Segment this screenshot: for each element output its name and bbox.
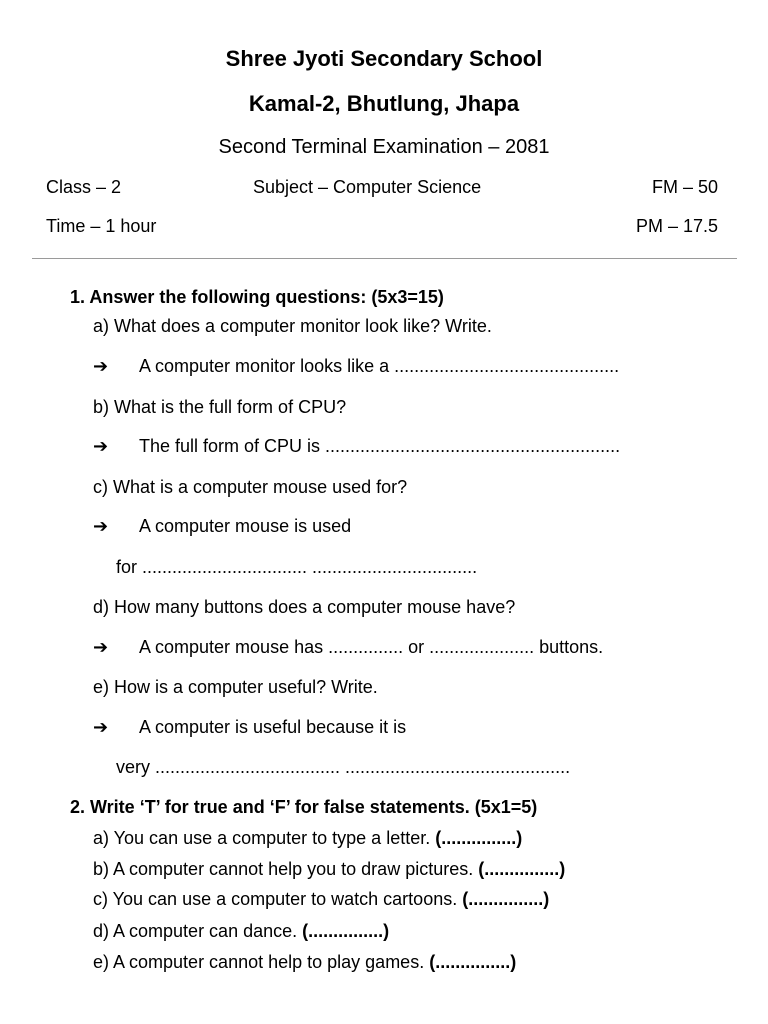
arrow-right-icon: ➔ bbox=[93, 356, 109, 376]
q1e-answer: A computer is useful because it is bbox=[139, 717, 407, 737]
q1a-answer: A computer monitor looks like a ............................................. bbox=[139, 356, 620, 376]
q1b-answer: The full form of CPU is ........................................................... bbox=[139, 436, 621, 456]
q2c-text: c) You can use a computer to watch cartoons. bbox=[93, 889, 458, 909]
pass-marks-label: PM – 17.5 bbox=[635, 216, 718, 236]
q2d-statement bbox=[93, 921, 389, 942]
q2a-text: a) You can use a computer to type a letter. bbox=[93, 828, 431, 848]
q2e-blank: (...............) bbox=[429, 952, 517, 972]
q2a-statement bbox=[93, 828, 522, 849]
arrow-right-icon: ➔ bbox=[93, 717, 109, 737]
q1c-question: c) What is a computer mouse used for? bbox=[93, 477, 408, 497]
q1c-answer-continued: for ................................. ................................. bbox=[116, 557, 478, 577]
full-marks-label: FM – 50 bbox=[651, 177, 718, 197]
q2c-blank: (...............) bbox=[462, 889, 550, 909]
q2a-blank: (...............) bbox=[435, 828, 523, 848]
school-name: Shree Jyoti Secondary School bbox=[225, 46, 543, 71]
class-label: Class – 2 bbox=[46, 177, 122, 197]
q2e-text: e) A computer cannot help to play games. bbox=[93, 952, 425, 972]
school-address: Kamal-2, Bhutlung, Jhapa bbox=[248, 91, 520, 116]
q2b-text: b) A computer cannot help you to draw pictures. bbox=[93, 859, 474, 879]
time-label: Time – 1 hour bbox=[46, 216, 157, 236]
q1e-question: e) How is a computer useful? Write. bbox=[93, 677, 378, 697]
arrow-right-icon: ➔ bbox=[93, 637, 109, 657]
q2d-text: d) A computer can dance. bbox=[93, 921, 298, 941]
q1e-answer-continued: very ..................................... ............................................. bbox=[116, 757, 571, 777]
header-divider bbox=[32, 258, 737, 259]
q1d-question: d) How many buttons does a computer mouse have? bbox=[93, 597, 516, 617]
subject-label: Subject – Computer Science bbox=[253, 177, 482, 197]
q2c-statement bbox=[93, 889, 549, 910]
q2b-blank: (...............) bbox=[478, 859, 566, 879]
arrow-right-icon: ➔ bbox=[93, 436, 109, 456]
q1b-question: b) What is the full form of CPU? bbox=[93, 397, 347, 417]
q2d-blank: (...............) bbox=[302, 921, 390, 941]
q2-title: 2. Write ‘T’ for true and ‘F’ for false statements. (5x1=5) bbox=[70, 797, 538, 817]
q1c-answer: A computer mouse is used bbox=[139, 516, 352, 536]
exam-title: Second Terminal Examination – 2081 bbox=[218, 136, 550, 158]
q2e-statement bbox=[93, 952, 516, 973]
q1d-answer: A computer mouse has ............... or ..................... buttons. bbox=[139, 637, 604, 657]
q1a-question: a) What does a computer monitor look like? Write. bbox=[93, 316, 492, 336]
arrow-right-icon: ➔ bbox=[93, 516, 109, 536]
q2b-statement bbox=[93, 859, 565, 880]
q1-title: 1. Answer the following questions: (5x3=15) bbox=[70, 287, 444, 307]
